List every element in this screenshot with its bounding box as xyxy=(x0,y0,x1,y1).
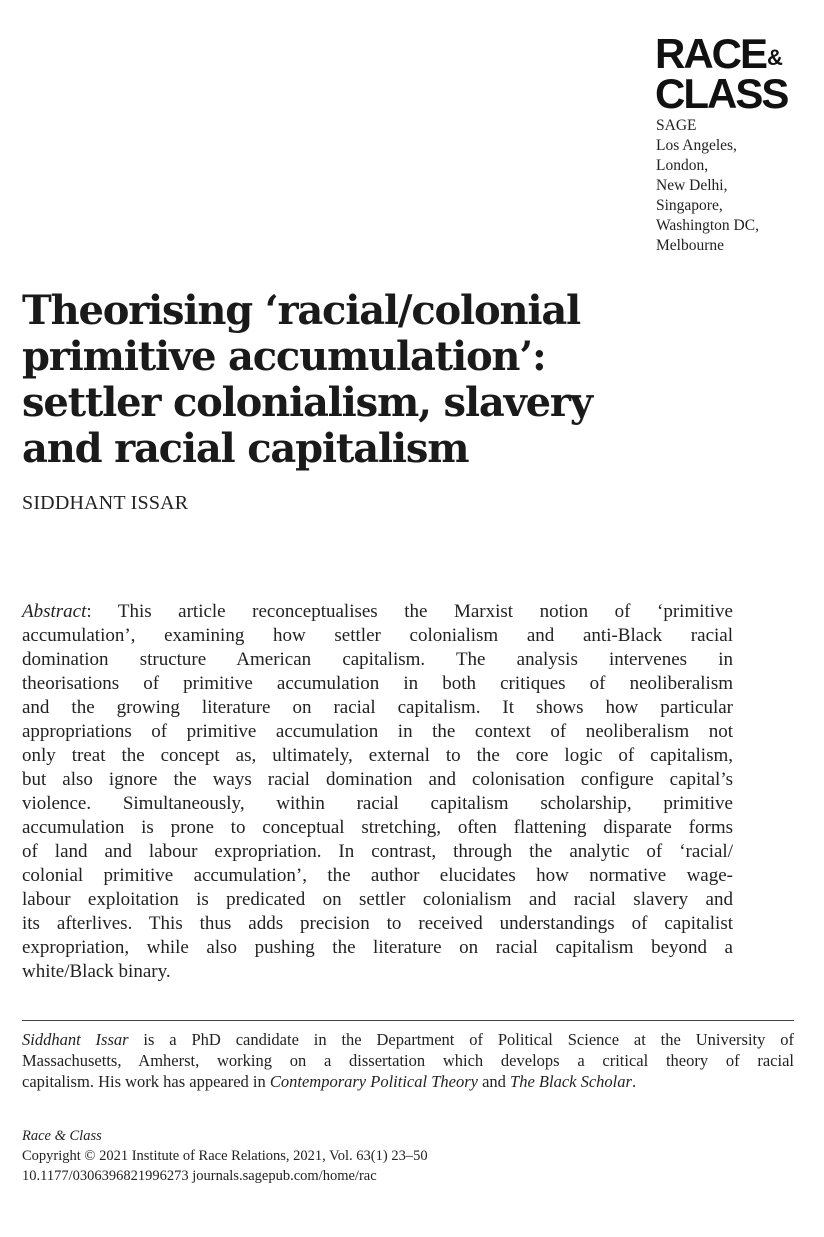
publisher-location: New Delhi, xyxy=(656,177,728,194)
bio-journal-title: The Black Scholar xyxy=(510,1072,632,1091)
footer-doi: 10.1177/0306396821996273 journals.sagepub.com/home/rac xyxy=(22,1168,377,1184)
abstract-line: but also ignore the ways racial domination and colonisation configure capital’s xyxy=(22,769,733,790)
abstract-line: theorisations of primitive accumulation in both critiques of neoliberalism xyxy=(22,673,733,694)
bio-author-name: Siddhant Issar xyxy=(22,1030,129,1049)
logo-line-class: CLASS xyxy=(655,70,788,117)
abstract-line: and the growing literature on racial capitalism. It shows how particular xyxy=(22,697,733,718)
abstract-line: violence. Simultaneously, within racial capitalism scholarship, primitive xyxy=(22,793,733,814)
logo-word-race: RACE xyxy=(655,30,767,77)
abstract-line: of land and labour expropriation. In contrast, through the analytic of ‘racial/ xyxy=(22,841,733,862)
abstract xyxy=(22,600,733,984)
bio-journal-title: Contemporary Political Theory xyxy=(269,1072,478,1091)
abstract-line: appropriations of primitive accumulation in the context of neoliberalism not xyxy=(22,721,733,742)
publisher-name: SAGE xyxy=(656,117,697,134)
bio-line: Massachusetts, Amherst, working on a dissertation which develops a critical theory of racial xyxy=(22,1051,794,1070)
abstract-line: accumulation is prone to conceptual stretching, often flattening disparate forms xyxy=(22,817,733,838)
article-title xyxy=(22,288,622,472)
abstract-line xyxy=(22,600,733,624)
bio-text: is a PhD candidate in the Department of Political Science at the University of xyxy=(128,1030,794,1049)
publisher-location: Melbourne xyxy=(656,237,725,254)
publisher-location: Los Angeles, xyxy=(656,137,737,154)
publisher-location: Washington DC, xyxy=(656,217,759,234)
bio-text: . xyxy=(631,1072,637,1091)
footer-journal-name xyxy=(22,1126,428,1146)
author-bio xyxy=(22,1029,794,1092)
abstract-line: expropriation, while also pushing the literature on racial capitalism beyond a xyxy=(22,937,733,958)
title-line: primitive accumulation’: xyxy=(22,333,546,380)
bio-text: and xyxy=(477,1072,511,1091)
abstract-line: labour exploitation is predicated on settler colonialism and racial slavery and xyxy=(22,889,733,910)
title-line: and racial capitalism xyxy=(22,425,469,472)
bio-text: capitalism. His work has appeared in xyxy=(22,1072,270,1091)
abstract-line: its afterlives. This thus adds precision to received understandings of capitalist xyxy=(22,913,733,934)
publisher-location: London, xyxy=(656,157,709,174)
article-author: SIDDHANT ISSAR xyxy=(22,492,189,514)
abstract-line-text: : This article reconceptualises the Marxist notion of ‘primitive xyxy=(86,601,733,622)
journal-logo xyxy=(655,30,805,117)
title-line: Theorising ‘racial/colonial xyxy=(22,287,581,334)
bio-line xyxy=(22,1029,794,1050)
citation-footer xyxy=(22,1126,428,1186)
bio-line xyxy=(22,1071,794,1092)
abstract-line: accumulation’, examining how settler colonialism and anti-Black racial xyxy=(22,625,733,646)
publisher-location: Singapore, xyxy=(656,197,723,214)
footer-journal-italic: Race & Class xyxy=(22,1128,102,1144)
abstract-line: domination structure American capitalism. The analysis intervenes in xyxy=(22,649,733,670)
publisher-info xyxy=(656,116,759,256)
abstract-line: only treat the concept as, ultimately, external to the core logic of capitalism, xyxy=(22,745,733,766)
logo-ampersand: & xyxy=(767,45,783,70)
abstract-label: Abstract xyxy=(22,601,87,622)
abstract-line: colonial primitive accumulation’, the author elucidates how normative wage- xyxy=(22,865,733,886)
title-line: settler colonialism, slavery xyxy=(22,379,592,426)
footer-copyright: Copyright © 2021 Institute of Race Relations, 2021, Vol. 63(1) 23–50 xyxy=(22,1148,428,1164)
abstract-line: white/Black binary. xyxy=(22,961,171,982)
section-divider xyxy=(22,1020,794,1021)
